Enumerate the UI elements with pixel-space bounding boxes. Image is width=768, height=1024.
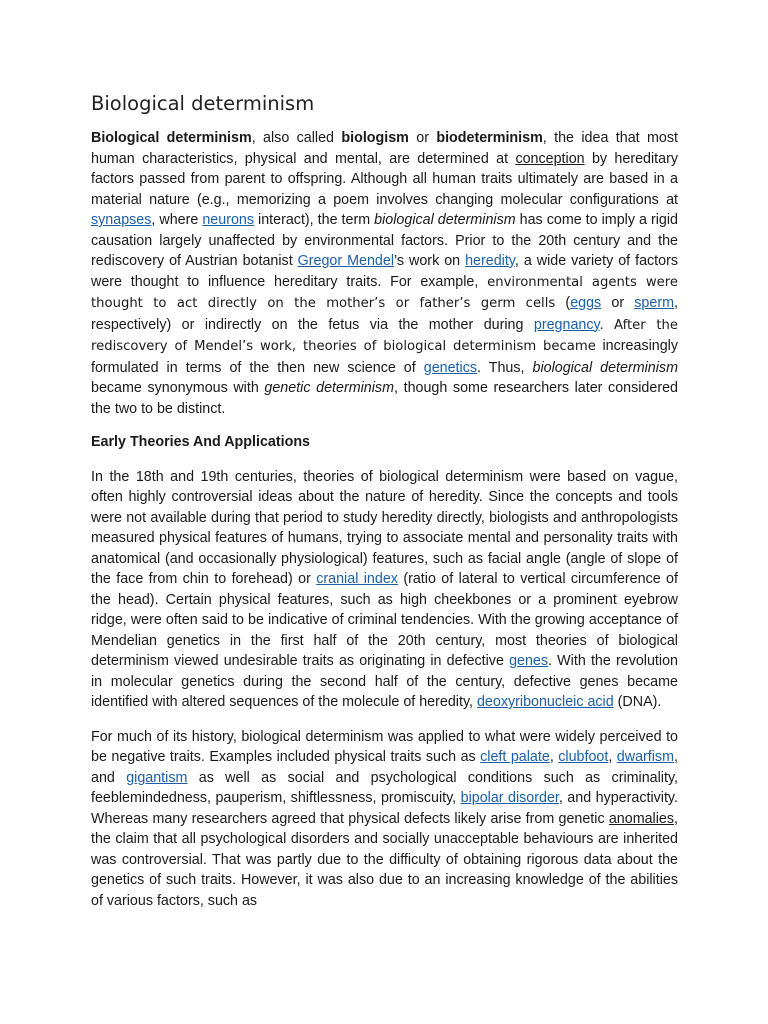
text: (DNA). (613, 694, 662, 710)
paragraph-intro (91, 128, 678, 419)
text: , also called (251, 130, 342, 146)
text: became synonymous with (91, 380, 265, 396)
text: In the 18th and 19th centuries, theories of biological determinism were based on vague, often highly controversial ideas about the nature of heredity. Since the concepts and tools were not available during that period to study heredity directly, biologists and anthropologists measured physical features of humans, trying to associate mental and personality traits with anatomical (and occasionally physiological) features, such as facial angle (angle of slope of the face from chin to forehead) or (91, 468, 678, 587)
text: . (599, 316, 615, 333)
link-bipolar-disorder[interactable]: bipolar disorder (460, 790, 559, 806)
text: ( (555, 295, 571, 311)
term-italic: biological determinism (532, 359, 678, 376)
link-anomalies[interactable]: anomalies (608, 810, 675, 827)
text: , (549, 749, 559, 765)
text: , and (91, 749, 678, 786)
term-italic: biological determinism (374, 212, 516, 228)
text: . With the revolution in molecular genetics during the second half of the century, defective genes became identified with altered sequences of the molecule of heredity, (91, 653, 678, 710)
text: , (608, 749, 617, 765)
text: by hereditary factors passed from parent to offspring. Although all human traits ultimately are based in a material nature (e.g., memorizing a poem involves changing molecular configurations at (91, 150, 678, 208)
link-synapses[interactable]: synapses (91, 212, 152, 228)
link-conception[interactable]: conception (515, 150, 585, 167)
link-clubfoot[interactable]: clubfoot (558, 749, 609, 765)
link-dna[interactable]: deoxyribonucleic acid (476, 694, 614, 710)
document-page (91, 92, 678, 911)
text: , respectively) or indirectly on the fetus via the mother during (91, 295, 678, 333)
term-italic: genetic determinism (264, 380, 394, 396)
text: ’s work on (394, 253, 466, 269)
text: , where (151, 212, 203, 228)
link-genes[interactable]: genes (509, 653, 549, 669)
link-gigantism[interactable]: gigantism (126, 769, 188, 786)
page-title: Biological determinism (91, 92, 315, 115)
paragraph-history (91, 727, 678, 912)
link-dwarfism[interactable]: dwarfism (616, 749, 674, 765)
text: or (601, 295, 635, 311)
section-heading: Early Theories And Applications (91, 434, 310, 450)
link-sperm[interactable]: sperm (634, 295, 675, 311)
text-alt-font: After the rediscovery of Mendel’s work, theories of biological determinism became (91, 317, 678, 354)
link-heredity[interactable]: heredity (465, 253, 515, 269)
text: has come to imply a rigid causation largely unaffected by environmental factors. Prior to the 20th century and the rediscovery of Austrian botanist (91, 212, 678, 269)
text: (ratio of lateral to vertical circumference of the head). Certain physical features, such as high cheekbones or a prominent eyebrow ridge, were often said to be indicative of criminal tendencies. With the growing acceptance of Mendelian genetics in the first half of the 20th century, most theories of biological determinism viewed undesirable traits as originating in defective (91, 571, 678, 669)
text: , the claim that all psychological disorders and socially unacceptable behaviours are inherited was controversial. That was partly due to the difficulty of obtaining rigorous data about the genetics of such traits. However, it was also due to an increasing knowledge of the abilities of various factors, such as (91, 810, 678, 909)
text: as well as social and psychological conditions such as criminality, feeblemindedness, pauperism, shiftlessness, promiscuity, (91, 769, 679, 806)
link-pregnancy[interactable]: pregnancy (533, 316, 600, 333)
link-neurons[interactable]: neurons (202, 212, 255, 228)
text: . Thus, (477, 359, 533, 376)
text-alt-font: environmental agents were thought to act directly on the mother’s or father’s germ cells (91, 274, 678, 311)
text: , the idea that most human characteristics, physical and mental, are determined at (91, 130, 678, 167)
text: interact), the term (254, 212, 375, 228)
link-gregor-mendel[interactable]: Gregor Mendel (297, 253, 394, 269)
term-biodeterminism: biodeterminism (436, 130, 543, 146)
link-cleft-palate[interactable]: cleft palate (480, 749, 550, 765)
link-genetics[interactable]: genetics (423, 359, 478, 376)
link-eggs[interactable]: eggs (570, 295, 602, 311)
text: , and hyperactivity. Whereas many researchers agreed that physical defects likely arise from genetic (91, 790, 678, 827)
text: or (408, 130, 437, 146)
text: For much of its history, biological determinism was applied to what were widely perceived to be negative traits. Examples included physical traits such as (91, 728, 678, 765)
text: increasingly formulated in terms of the then new science of (91, 338, 678, 376)
text: , though some researchers later considered the two to be distinct. (91, 380, 678, 417)
link-cranial-index[interactable]: cranial index (316, 571, 398, 587)
term-biological-determinism: Biological determinism (91, 130, 252, 146)
text: , a wide variety of factors were thought to influence hereditary traits. For example, (91, 253, 679, 290)
paragraph-early-theories (91, 467, 678, 713)
term-biologism: biologism (341, 130, 409, 146)
